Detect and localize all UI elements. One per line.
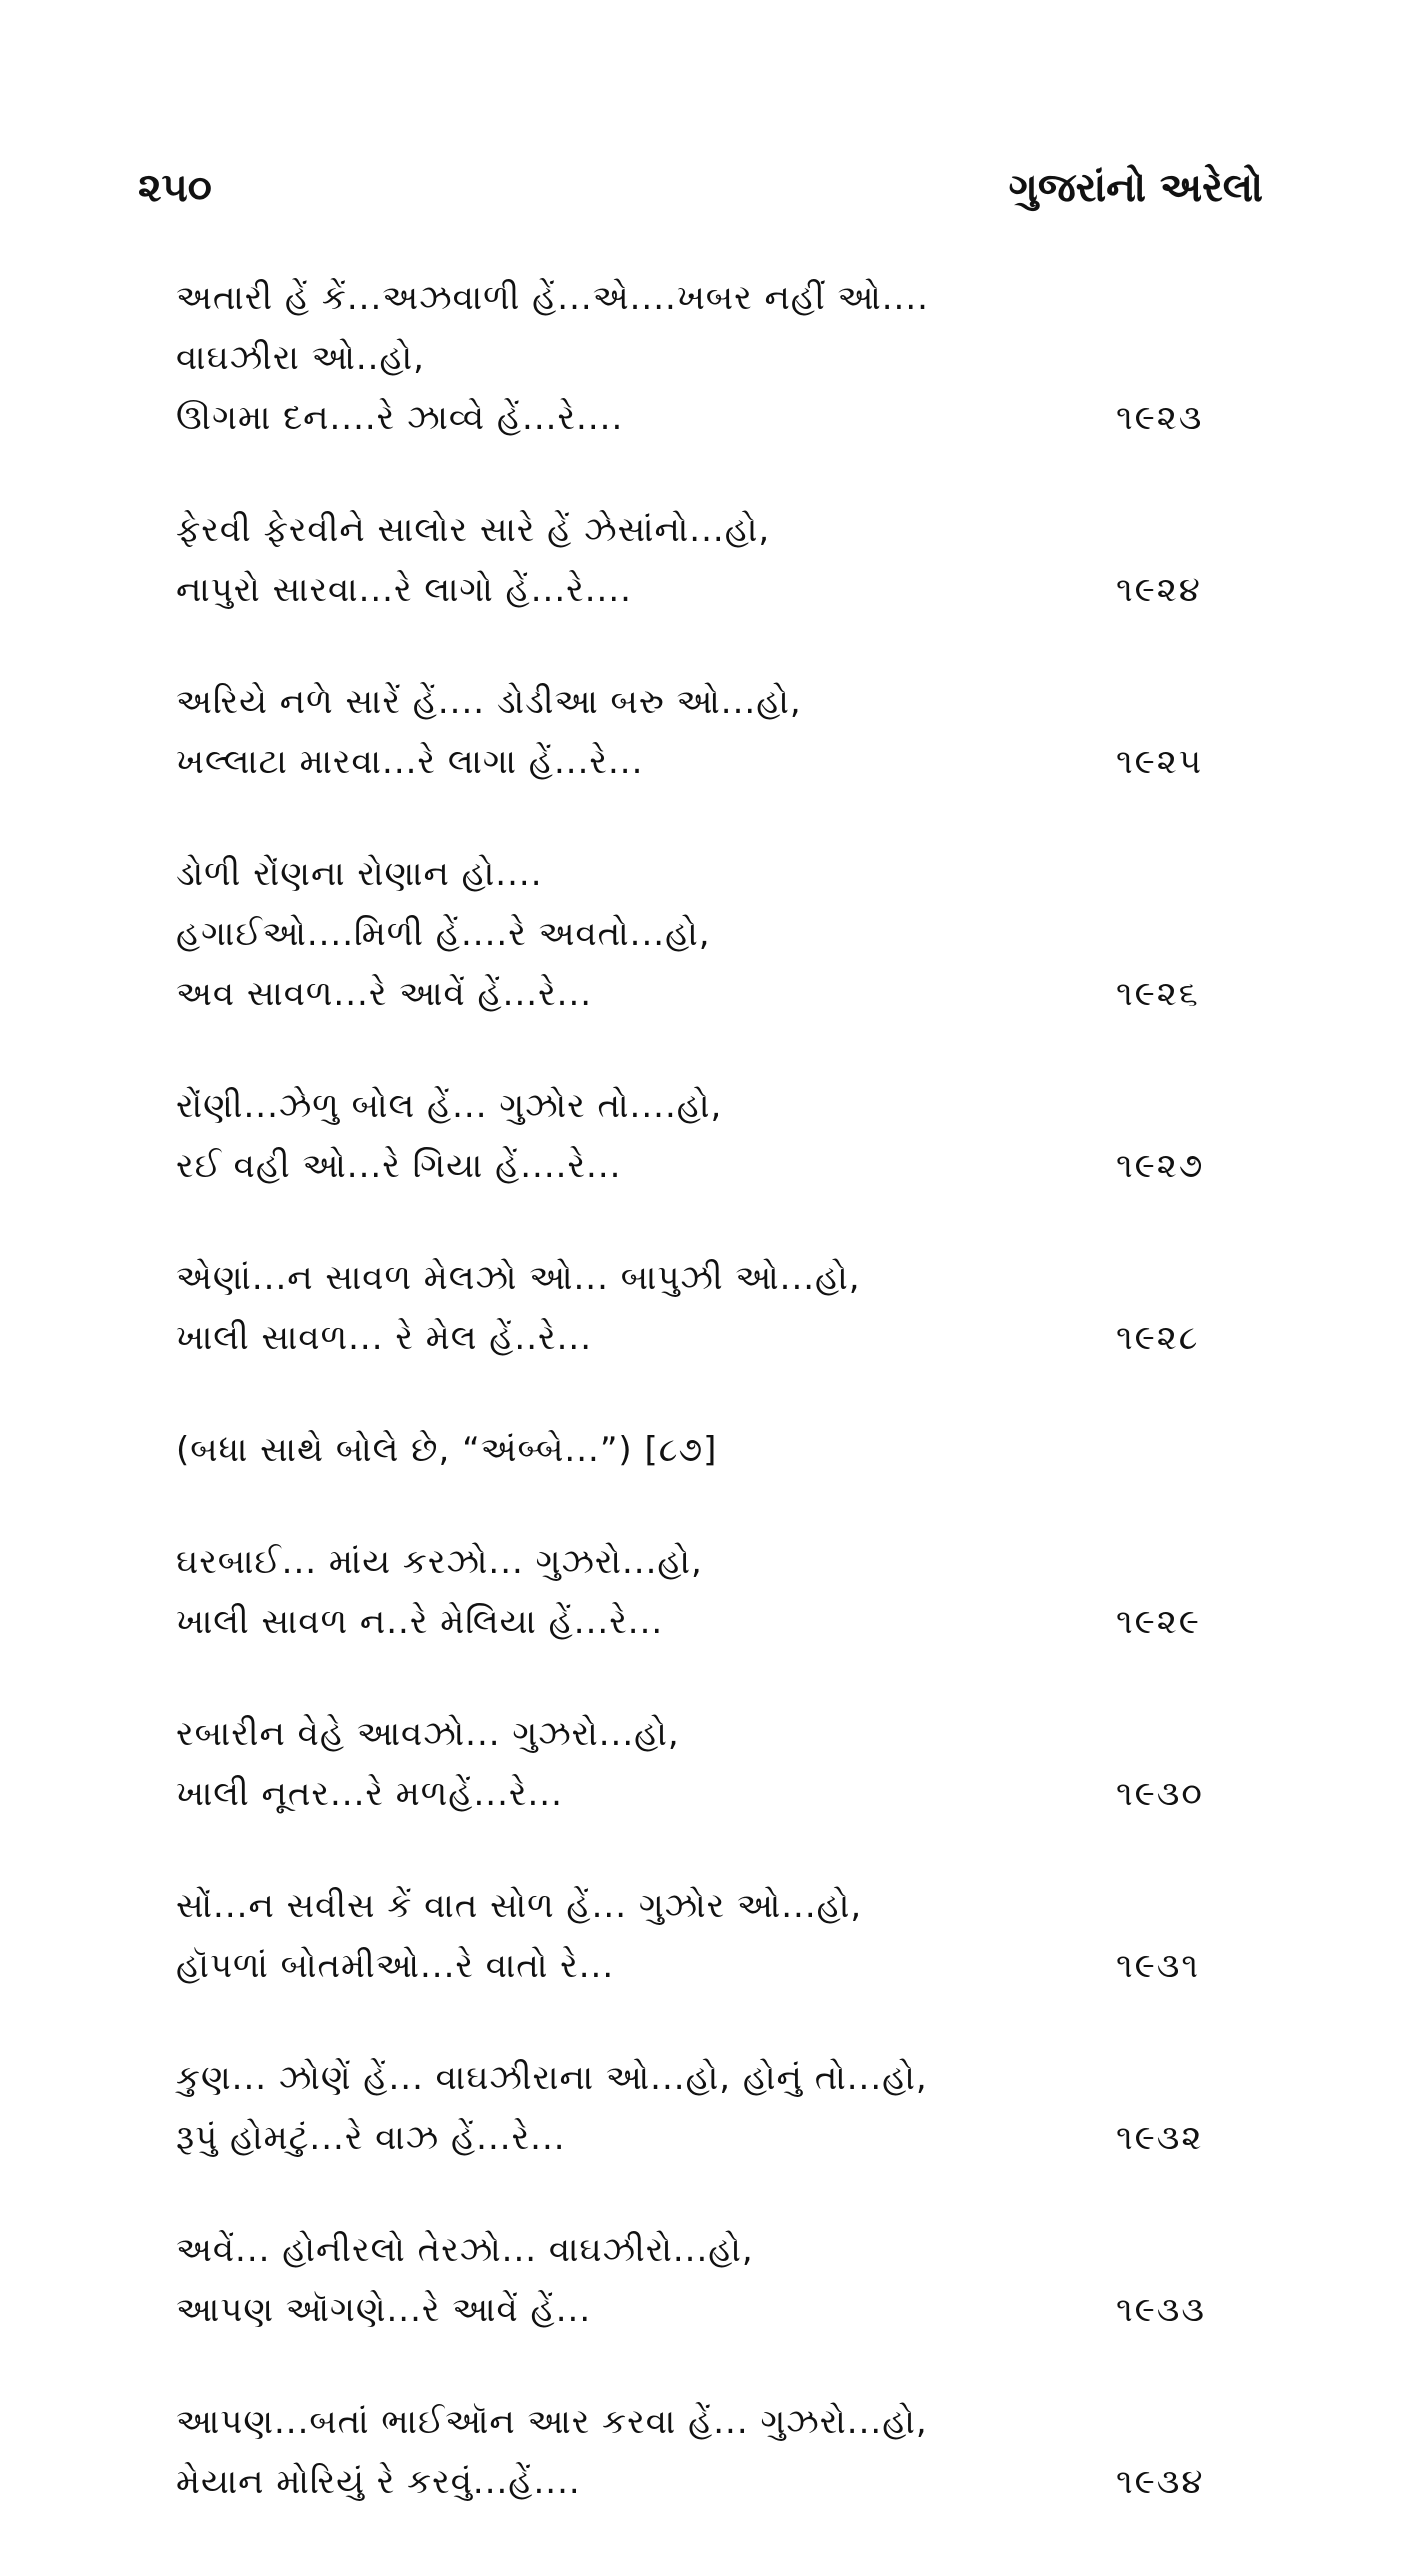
chorus-note: (બધા સાથે બોલે છે, “અંબ્બે...”) [૮૭]: [176, 1430, 718, 1470]
verse-number: ૧૯૨૮: [1116, 1318, 1200, 1358]
stanza: [176, 1876, 1226, 1996]
verse-text: ખાલી સાવળ ન..રે મેલિયા હેં...રે...: [176, 1602, 664, 1642]
stanza: [176, 844, 1226, 1024]
verse-line: [176, 844, 1226, 904]
verse-text: હગાઈઓ....મિળી હેં....રે અવતો...હો,: [176, 914, 711, 954]
stanza: [176, 268, 1226, 448]
verse-number: ૧૯૨૩: [1116, 398, 1204, 438]
verse-line: [176, 2452, 1226, 2512]
verse-text: અરિયે નળે સારેં હેં.... ડોડીઆ બરુ ઓ...હો,: [176, 682, 802, 722]
verse-number: ૧૯૨૭: [1116, 1146, 1205, 1186]
verse-line: [176, 1136, 1226, 1196]
verse-number: ૧૯૩૦: [1116, 1774, 1204, 1814]
verse-line: [176, 2108, 1226, 2168]
verse-text: અવ સાવળ...રે આવેં હેં...રે...: [176, 974, 593, 1014]
verse-text: ડોળી રોંણના રોણાન હો....: [176, 854, 543, 894]
stanza: [176, 2392, 1226, 2512]
stanza-group-before-note: [176, 268, 1226, 1368]
stanza: [176, 2048, 1226, 2168]
page-number: ૨૫૦: [138, 165, 212, 211]
verse-line: [176, 964, 1226, 1024]
verse-text: નાપુરો સારવા...રે લાગો હેં...રે....: [176, 570, 632, 610]
verse-text: ખલ્લાટા મારવા...રે લાગા હેં...રે...: [176, 742, 644, 782]
running-title: ગુજરાંનો અરેલો: [1008, 165, 1263, 211]
verse-text: ખાલી સાવળ... રે મેલ હેં..રે...: [176, 1318, 593, 1358]
stanza: [176, 1704, 1226, 1824]
stanza: [176, 1248, 1226, 1368]
verse-line: [176, 1308, 1226, 1368]
verse-text: ફેરવી ફેરવીને સાલોર સારે હેં ઝેસાંનો...હો,: [176, 510, 771, 550]
verse-text: સોં...ન સવીસ કેં વાત સોળ હેં... ગુઝોર ઓ...હો,: [176, 1886, 863, 1926]
stanza: [176, 1532, 1226, 1652]
stanza: [176, 672, 1226, 792]
verse-line: [176, 1936, 1226, 1996]
poem-body: [176, 268, 1226, 2564]
verse-line: [176, 904, 1226, 964]
verse-line: [176, 2392, 1226, 2452]
verse-line: [176, 1764, 1226, 1824]
verse-text: મેયાન મોરિયું રે કરવું...હેં....: [176, 2462, 581, 2502]
verse-line: [176, 2048, 1226, 2108]
verse-text: રોંણી...ઝેળુ બોલ હેં... ગુઝોર તો....હો,: [176, 1086, 723, 1126]
verse-line: [176, 1248, 1226, 1308]
verse-line: [176, 500, 1226, 560]
verse-line: [176, 268, 1226, 328]
stanza: [176, 2220, 1226, 2340]
verse-number: ૧૯૩૨: [1116, 2118, 1204, 2158]
verse-text: ઘરબાઈ... માંય કરઝો... ગુઝરો...હો,: [176, 1542, 703, 1582]
verse-number: ૧૯૩૩: [1116, 2290, 1207, 2330]
verse-text: આપણ...બતાં ભાઈઑન આર કરવા હેં... ગુઝરો...હો,: [176, 2402, 928, 2442]
verse-line: [176, 1876, 1226, 1936]
verse-text: ખાલી નૂતર...રે મળહેં...રે...: [176, 1774, 563, 1814]
stanza: [176, 1076, 1226, 1196]
verse-number: ૧૯૨૫: [1116, 742, 1204, 782]
verse-number: ૧૯૨૬: [1116, 974, 1200, 1014]
verse-text: આપણ ઑગણે...રે આવેં હેં...: [176, 2290, 592, 2330]
verse-text: અતારી હેં કેં...અઝવાળી હેં...એ....ખબર નહીં ઓ....: [176, 278, 929, 318]
verse-number: ૧૯૨૪: [1116, 570, 1202, 610]
verse-line: [176, 2280, 1226, 2340]
verse-number: ૧૯૩૪: [1116, 2462, 1205, 2502]
verse-text: વાઘઝીરા ઓ..હો,: [176, 338, 425, 378]
verse-line: [176, 1592, 1226, 1652]
verse-number: ૧૯૩૧: [1116, 1946, 1201, 1986]
verse-line: [176, 388, 1226, 448]
verse-line: [176, 1076, 1226, 1136]
verse-text: હૉપળાં બોતમીઓ...રે વાતો રે...: [176, 1946, 615, 1986]
verse-line: [176, 1532, 1226, 1592]
verse-line: [176, 1704, 1226, 1764]
verse-text: અવેં... હોનીરલો તેરઝો... વાઘઝીરો...હો,: [176, 2230, 754, 2270]
verse-line: [176, 560, 1226, 620]
verse-text: રઈ વહી ઓ...રે ગિયા હેં....રે...: [176, 1146, 622, 1186]
stanza-group-after-note: [176, 1532, 1226, 2512]
verse-line: [176, 732, 1226, 792]
stanza: [176, 500, 1226, 620]
verse-line: [176, 328, 1226, 388]
verse-text: રૂપું હોમટું...રે વાઝ હેં...રે...: [176, 2118, 566, 2158]
verse-number: ૧૯૨૯: [1116, 1602, 1201, 1642]
verse-text: એણાં...ન સાવળ મેલઝો ઓ... બાપુઝી ઓ...હો,: [176, 1258, 861, 1298]
verse-line: [176, 2220, 1226, 2280]
verse-line: [176, 672, 1226, 732]
verse-text: ઊગમા દન....રે ઝાવ્વે હેં...રે....: [176, 398, 624, 438]
verse-text: રબારીન વેહે આવઝો... ગુઝરો...હો,: [176, 1714, 680, 1754]
verse-text: કુણ... ઝોણેં હેં... વાઘઝીરાના ઓ...હો, હોનું તો...હો,: [176, 2058, 928, 2098]
